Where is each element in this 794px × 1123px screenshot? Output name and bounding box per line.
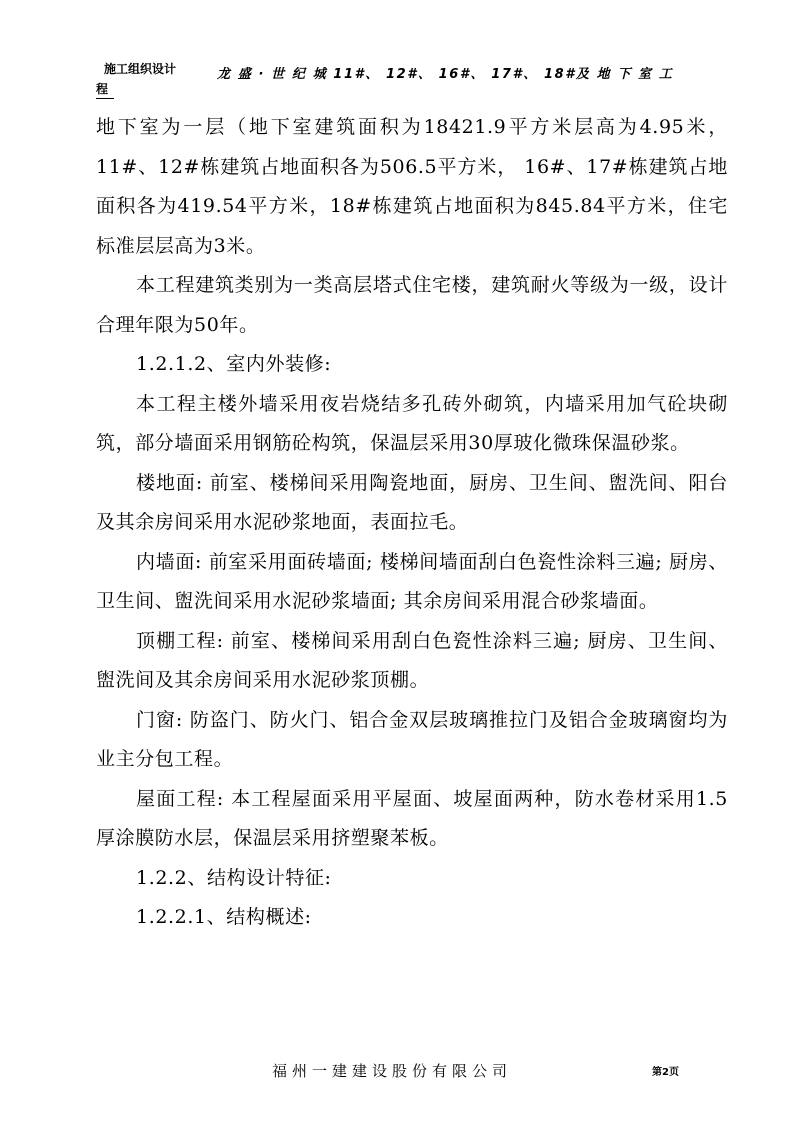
- paragraph-building-class: 本工程建筑类别为一类高层塔式住宅楼，建筑耐火等级为一级，设计合理年限为50年。: [96, 274, 728, 336]
- document-body: [96, 108, 728, 938]
- company-name: 福州一建建设股份有限公司: [272, 1062, 513, 1080]
- section-heading-structure: 1.2.2、结构设计特征:: [136, 866, 332, 889]
- project-title-wrap: 程: [96, 82, 109, 96]
- page-number: 第2页: [652, 1067, 679, 1078]
- paragraph-walls: 本工程主楼外墙采用夜岩烧结多孔砖外砌筑，内墙采用加气砼块砌筑，部分墙面采用钢筋砼构筑，保温层采用30厚玻化微珠保温砂浆。: [96, 392, 728, 454]
- section-heading-decoration: 1.2.1.2、室内外装修:: [136, 353, 332, 375]
- paragraph-ceilings: 顶棚工程: 前室、楼梯间采用刮白色瓷性涂料三遍; 厨房、卫生间、盥洗间及其余房间采用水泥砂浆顶棚。: [96, 629, 728, 691]
- header-rule: [96, 98, 114, 99]
- project-title: 龙 盛 · 世 纪 城 11#、 12#、 16#、 17#、 18#及 地 下 室 工: [217, 67, 674, 82]
- paragraph-floors: 楼地面: 前室、楼梯间采用陶瓷地面，厨房、卫生间、盥洗间、阳台及其余房间采用水泥砂浆地面，表面拉毛。: [96, 471, 728, 533]
- section-heading-structure-overview: 1.2.2.1、结构概述:: [136, 906, 312, 928]
- page-footer: [0, 1060, 794, 1084]
- paragraph-doors-windows: 门窗: 防盗门、防火门、铝合金双层玻璃推拉门及铝合金玻璃窗均为业主分包工程。: [96, 708, 728, 770]
- paragraph-roofing: 屋面工程: 本工程屋面采用平屋面、坡屋面两种，防水卷材采用1.5厚涂膜防水层，保温层采用挤塑聚苯板。: [96, 787, 728, 849]
- paragraph-basement-area: 地下室为一层（地下室建筑面积为18421.9平方米层高为4.95米，11#、12#栋建筑占地面积各为506.5平方米， 16#、17#栋建筑占地面积各为419.54平方米，18#栋建筑占地面积为845.84平方米，住宅标准层层高为3米。: [96, 116, 728, 257]
- document-type-label: 施工组织设计: [104, 62, 177, 76]
- page-header: [96, 58, 721, 100]
- paragraph-interior-walls: 内墙面: 前室采用面砖墙面; 楼梯间墙面刮白色瓷性涂料三遍; 厨房、卫生间、盥洗间采用水泥砂浆墙面; 其余房间采用混合砂浆墙面。: [96, 550, 728, 612]
